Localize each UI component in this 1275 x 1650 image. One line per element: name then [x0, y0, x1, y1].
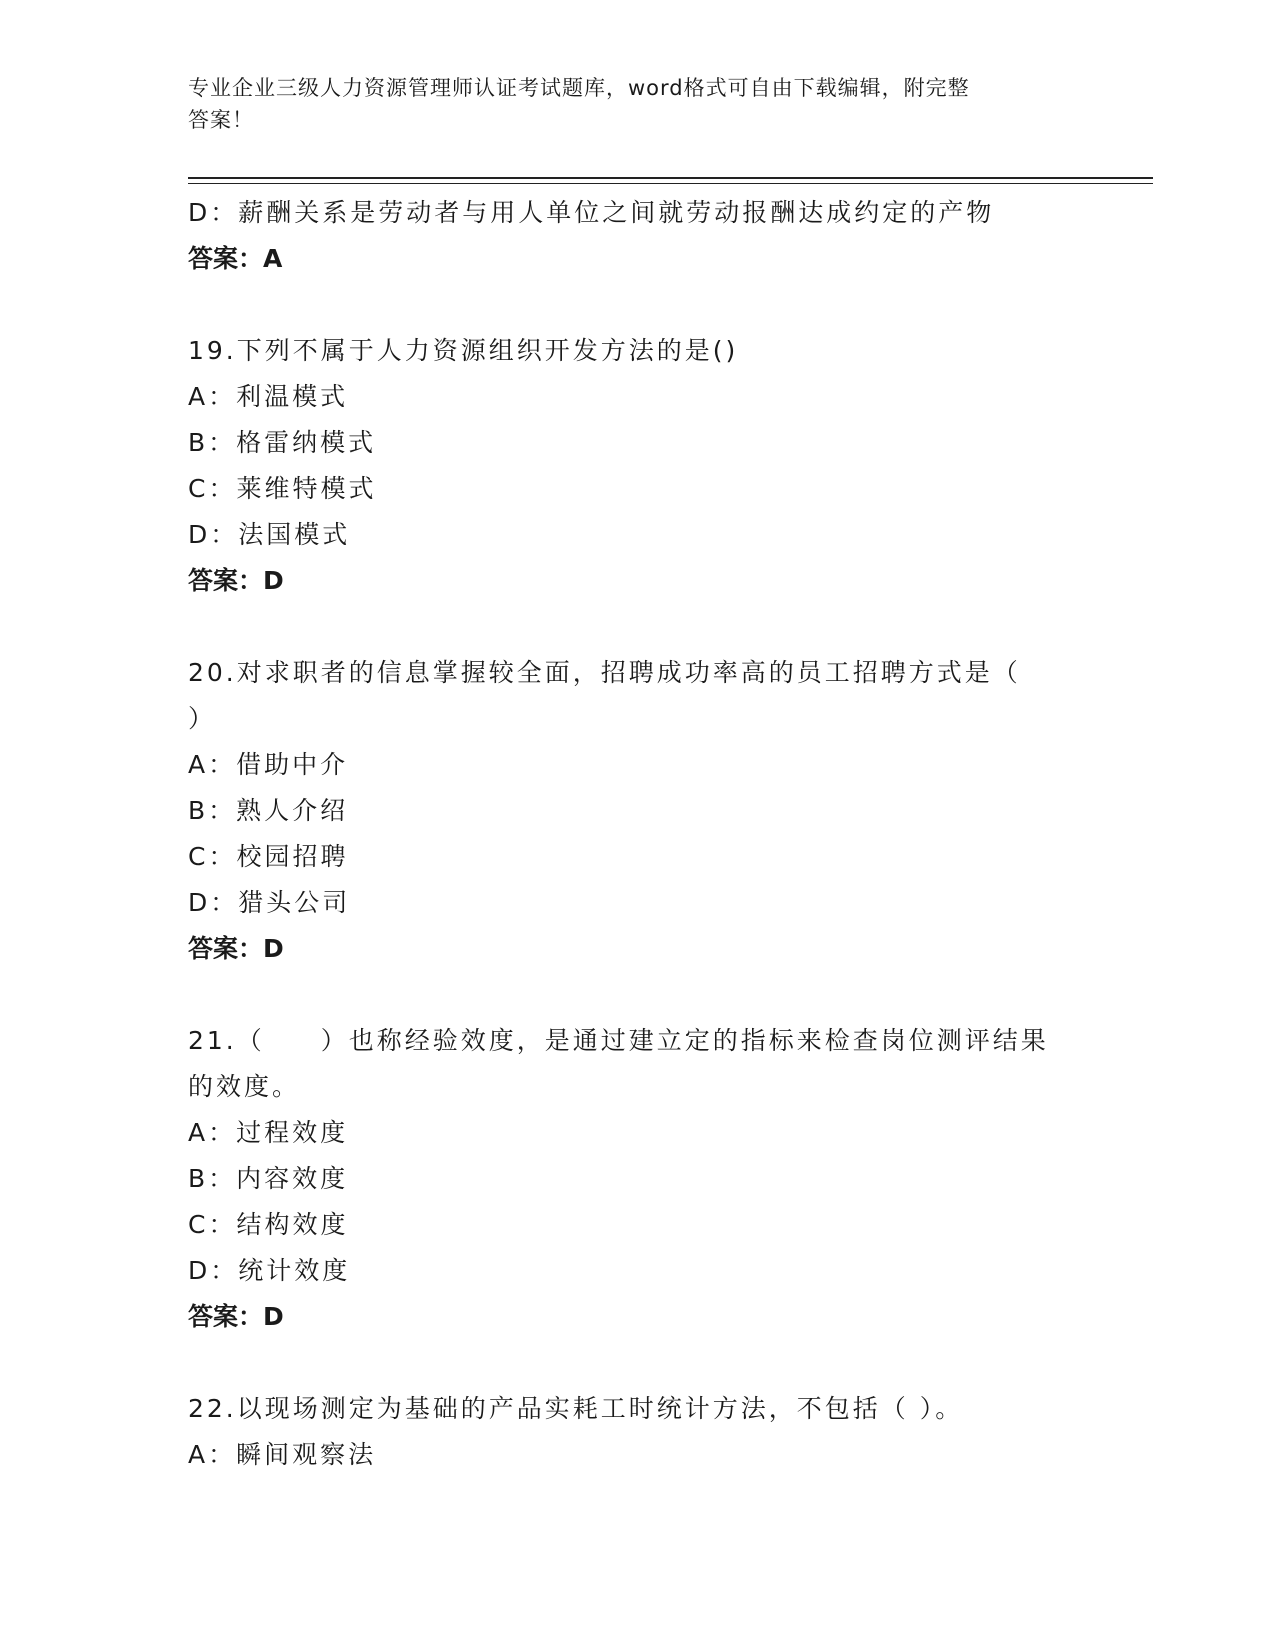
question-stem: 20.对求职者的信息掌握较全面，招聘成功率高的员工招聘方式是（	[188, 658, 1021, 687]
question-block	[188, 1386, 1068, 1478]
option-c: C：莱维特模式	[188, 474, 377, 503]
header-line-2: 答案！	[188, 108, 254, 132]
answer-line: 答案：D	[188, 934, 284, 963]
header-divider-thin	[188, 183, 1153, 184]
question-list	[188, 190, 1068, 1478]
question-spacer	[188, 972, 1068, 1018]
option-b: B：格雷纳模式	[188, 428, 377, 457]
document-header	[188, 72, 1068, 136]
option-a: A：过程效度	[188, 1118, 349, 1147]
option-d: D：薪酬关系是劳动者与用人单位之间就劳动报酬达成约定的产物	[188, 198, 995, 227]
header-line-1: 专业企业三级人力资源管理师认证考试题库，word格式可自由下载编辑，附完整	[188, 76, 970, 100]
option-c: C：结构效度	[188, 1210, 349, 1239]
question-block	[188, 1018, 1068, 1340]
answer-line: 答案：D	[188, 1302, 284, 1331]
option-d: D：统计效度	[188, 1256, 351, 1285]
option-d: D：法国模式	[188, 520, 351, 549]
option-a: A：利温模式	[188, 382, 349, 411]
question-block	[188, 650, 1068, 972]
option-c: C：校园招聘	[188, 842, 349, 871]
answer-line: 答案：D	[188, 566, 284, 595]
question-stem: 21.（ ）也称经验效度，是通过建立定的指标来检查岗位测评结果	[188, 1026, 1049, 1055]
answer-line: 答案：A	[188, 244, 283, 273]
option-b: B：熟人介绍	[188, 796, 349, 825]
option-a: A：借助中介	[188, 750, 349, 779]
option-b: B：内容效度	[188, 1164, 349, 1193]
question-stem: 19.下列不属于人力资源组织开发方法的是()	[188, 336, 739, 365]
question-spacer	[188, 604, 1068, 650]
question-spacer	[188, 282, 1068, 328]
question-block	[188, 328, 1068, 604]
option-a: A：瞬间观察法	[188, 1440, 377, 1469]
question-stem-continued: 的效度。	[188, 1072, 301, 1101]
question-stem-continued: ）	[188, 704, 217, 733]
header-divider-thick	[188, 177, 1153, 179]
question-block	[188, 190, 1068, 282]
question-stem: 22.以现场测定为基础的产品实耗工时统计方法，不包括（ ）。	[188, 1394, 964, 1423]
option-d: D：猎头公司	[188, 888, 351, 917]
question-spacer	[188, 1340, 1068, 1386]
